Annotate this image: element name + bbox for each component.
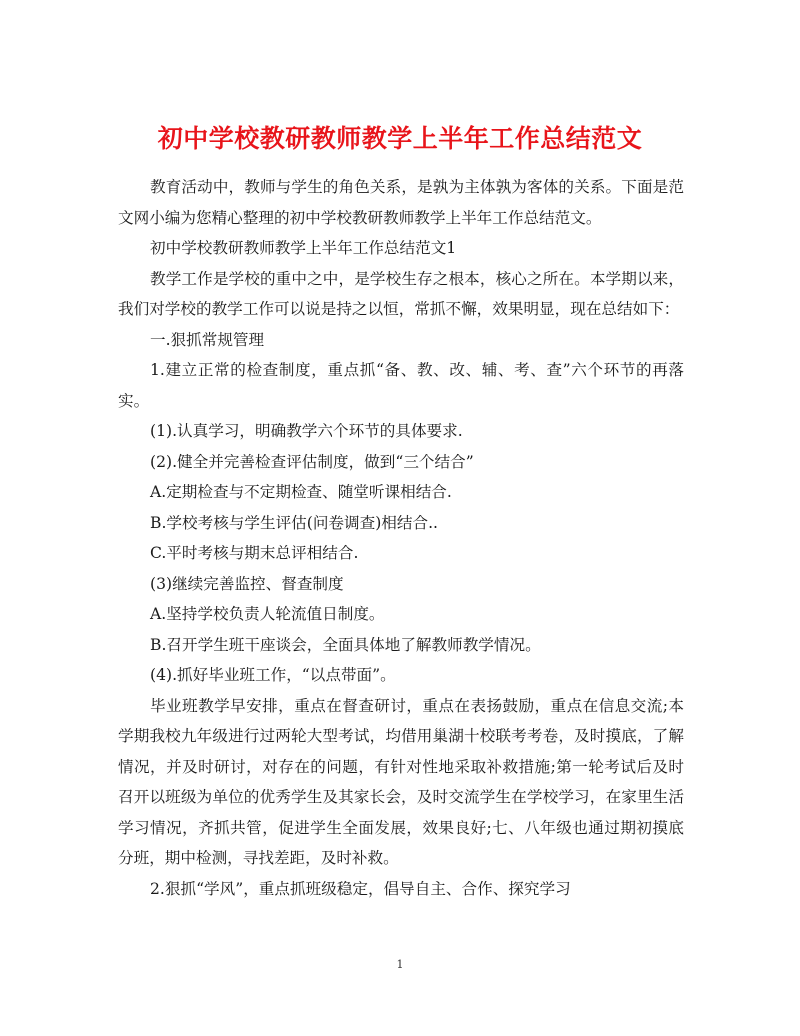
page-number: 1 — [396, 958, 404, 971]
paragraph-item: A.定期检查与不定期检查、随堂听课相结合. — [150, 483, 452, 501]
paragraph-item: A.坚持学校负责人轮流值日制度。 — [150, 605, 385, 623]
paragraph-overview: 教学工作是学校的重中之中，是学校生存之根本，核心之所在。本学期以来，我们对学校的教学工作可以说是持之以恒，常抓不懈，效果明显，现在总结如下： — [118, 269, 684, 318]
document-body — [118, 172, 684, 904]
paragraph-item: C.平时考核与期末总评相结合. — [150, 544, 359, 562]
paragraph-item: (1).认真学习，明确教学六个环节的具体要求. — [150, 422, 463, 440]
section-heading: 一.狠抓常规管理 — [150, 330, 265, 349]
document-title: 初中学校教研教师教学上半年工作总结范文 — [157, 123, 643, 153]
paragraph-subtitle: 初中学校教研教师教学上半年工作总结范文1 — [150, 239, 457, 257]
paragraph-graduating-class: 毕业班教学早安排，重点在督查研讨，重点在表扬鼓励，重点在信息交流;本学期我校九年级进行过两轮大型考试，均借用巢湖十校联考考卷，及时摸底，了解情况，并及时研讨，对存在的问题，有针对性地采取补救措施;第一轮考试后及时召开以班级为单位的优秀学生及其家长会，及时交流学生在学校学习，在家里生活学习情况，齐抓共管，促进学生全面发展，效果良好;七、八年级也通过期初摸底分班，期中检测，寻找差距，及时补救。 — [118, 696, 684, 867]
paragraph-intro: 教育活动中，教师与学生的角色关系，是孰为主体孰为客体的关系。下面是范文网小编为您精心整理的初中学校教研教师教学上半年工作总结范文。 — [118, 178, 684, 227]
paragraph-item: B.召开学生班干座谈会，全面具体地了解教师教学情况。 — [150, 635, 541, 654]
paragraph-item: (2).健全并完善检查评估制度，做到“三个结合” — [150, 452, 474, 471]
paragraph-item: (4).抓好毕业班工作，“以点带面”。 — [150, 666, 396, 684]
paragraph-item: (3)继续完善监控、督查制度 — [150, 574, 344, 593]
paragraph-item: 1.建立正常的检查制度，重点抓“备、教、改、辅、考、查”六个环节的再落实。 — [118, 361, 684, 410]
paragraph-item: 2.狠抓“学风”，重点抓班级稳定，倡导自主、合作、探究学习 — [150, 879, 571, 898]
paragraph-item: B.学校考核与学生评估(问卷调查)相结合.. — [150, 513, 438, 532]
